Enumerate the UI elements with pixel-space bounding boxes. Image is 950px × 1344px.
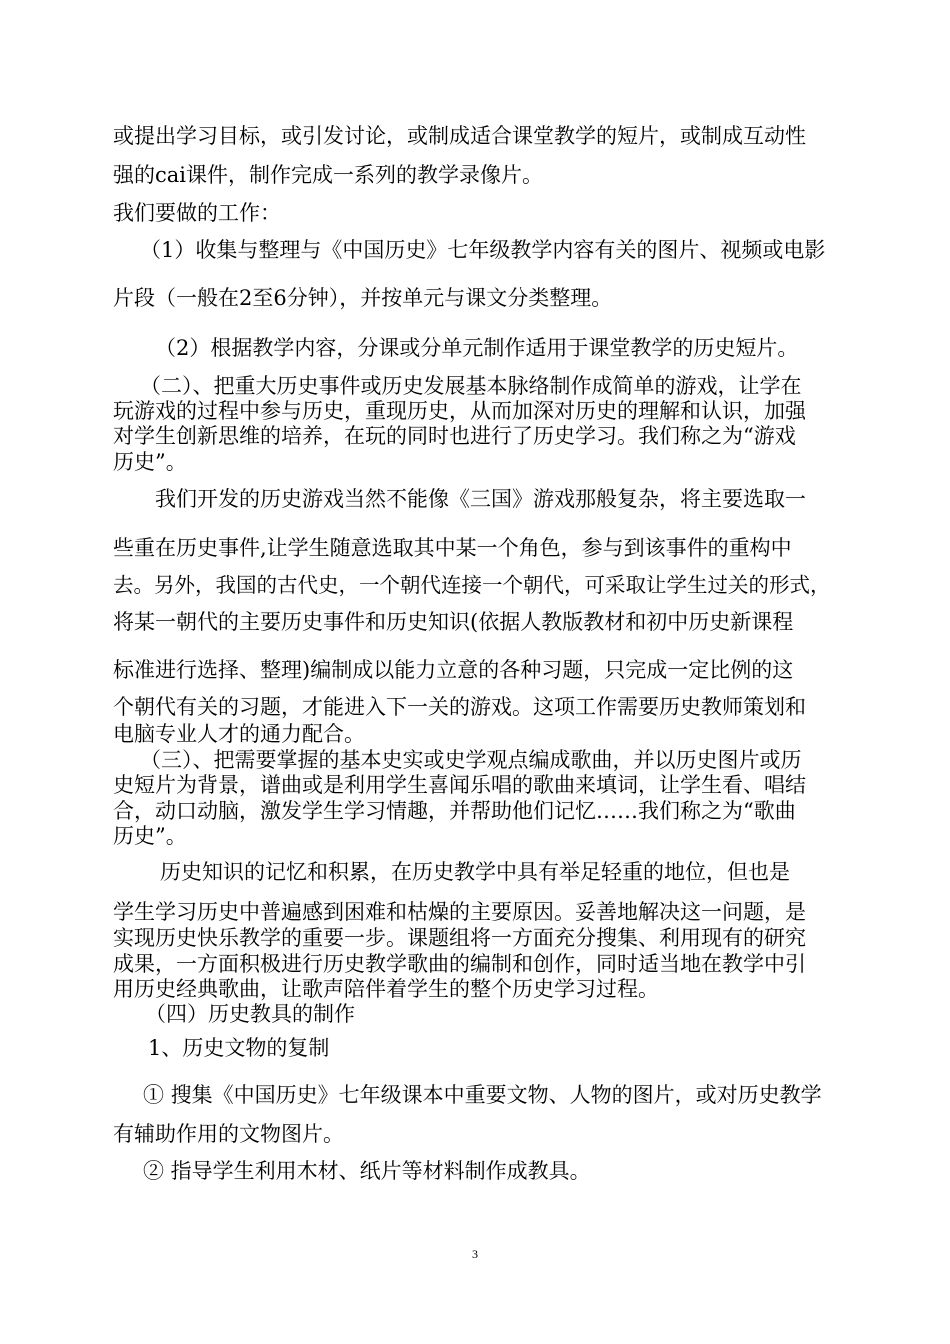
body-line: 用历史经典歌曲，让歌声陪伴着学生的整个历史学习过程。 <box>113 977 659 1001</box>
body-line: 些重在历史事件,让学生随意选取其中某一个角色，参与到该事件的重构中 <box>113 536 792 560</box>
list-item-continuation: 片段（一般在2至6分钟），并按单元与课文分类整理。 <box>113 286 613 310</box>
body-line: 历史知识的记忆和积累，在历史教学中具有举足轻重的地位，但也是 <box>160 860 790 884</box>
body-line: 历史”。 <box>113 824 187 848</box>
list-item: ② 指导学生利用木材、纸片等材料制作成教具。 <box>143 1159 591 1183</box>
list-item: （1）收集与整理与《中国历史》七年级教学内容有关的图片、视频或电影 <box>140 238 826 262</box>
section-heading: （二）、把重大历史事件或历史发展基本脉络制作成简单的游戏，让学在 <box>140 374 802 398</box>
body-line: 成果，一方面积极进行历史教学歌曲的编制和创作，同时适当地在教学中引 <box>113 952 806 976</box>
body-line: 我们要做的工作： <box>113 201 281 225</box>
body-line: 玩游戏的过程中参与历史，重现历史，从而加深对历史的理解和认识，加强 <box>113 399 806 423</box>
body-line: 去。另外，我国的古代史，一个朝代连接一个朝代，可采取让学生过关的形式， <box>113 573 831 597</box>
page-number: 3 <box>472 1247 478 1261</box>
body-line: 合，动口动脑，激发学生学习情趣，并帮助他们记忆……我们称之为“歌曲 <box>113 799 796 823</box>
body-line: 学生学习历史中普遍感到困难和枯燥的主要原因。妥善地解决这一问题，是 <box>113 900 806 924</box>
section-heading: （四）历史教具的制作 <box>145 1002 355 1026</box>
sub-heading: 1、历史文物的复制 <box>148 1036 330 1060</box>
body-line: 我们开发的历史游戏当然不能像《三国》游戏那般复杂，将主要选取一 <box>155 487 806 511</box>
body-line: 个朝代有关的习题，才能进入下一关的游戏。这项工作需要历史教师策划和 <box>113 695 806 719</box>
body-line: 电脑专业人才的通力配合。 <box>113 722 365 746</box>
list-item: （2）根据教学内容，分课或分单元制作适用于课堂教学的历史短片。 <box>155 336 799 360</box>
section-heading: （三）、把需要掌握的基本史实或史学观点编成歌曲，并以历史图片或历 <box>140 748 802 772</box>
list-item-continuation: 有辅助作用的文物图片。 <box>113 1122 344 1146</box>
body-line: 或提出学习目标，或引发讨论，或制成适合课堂教学的短片，或制成互动性 <box>113 124 806 148</box>
body-line: 对学生创新思维的培养，在玩的同时也进行了历史学习。我们称之为“游戏 <box>113 424 796 448</box>
body-line: 历史”。 <box>113 450 187 474</box>
body-line: 史短片为背景，谱曲或是利用学生喜闻乐唱的歌曲来填词，让学生看、唱结 <box>113 773 806 797</box>
body-line: 标准进行选择、整理)编制成以能力立意的各种习题，只完成一定比例的这 <box>113 658 794 682</box>
list-item: ① 搜集《中国历史》七年级课本中重要文物、人物的图片，或对历史教学 <box>143 1083 822 1107</box>
body-line: 将某一朝代的主要历史事件和历史知识(依据人教版教材和初中历史新课程 <box>113 610 794 634</box>
body-line: 强的cai课件，制作完成一系列的教学录像片。 <box>113 163 543 187</box>
body-line: 实现历史快乐教学的重要一步。课题组将一方面充分搜集、利用现有的研究 <box>113 926 806 950</box>
